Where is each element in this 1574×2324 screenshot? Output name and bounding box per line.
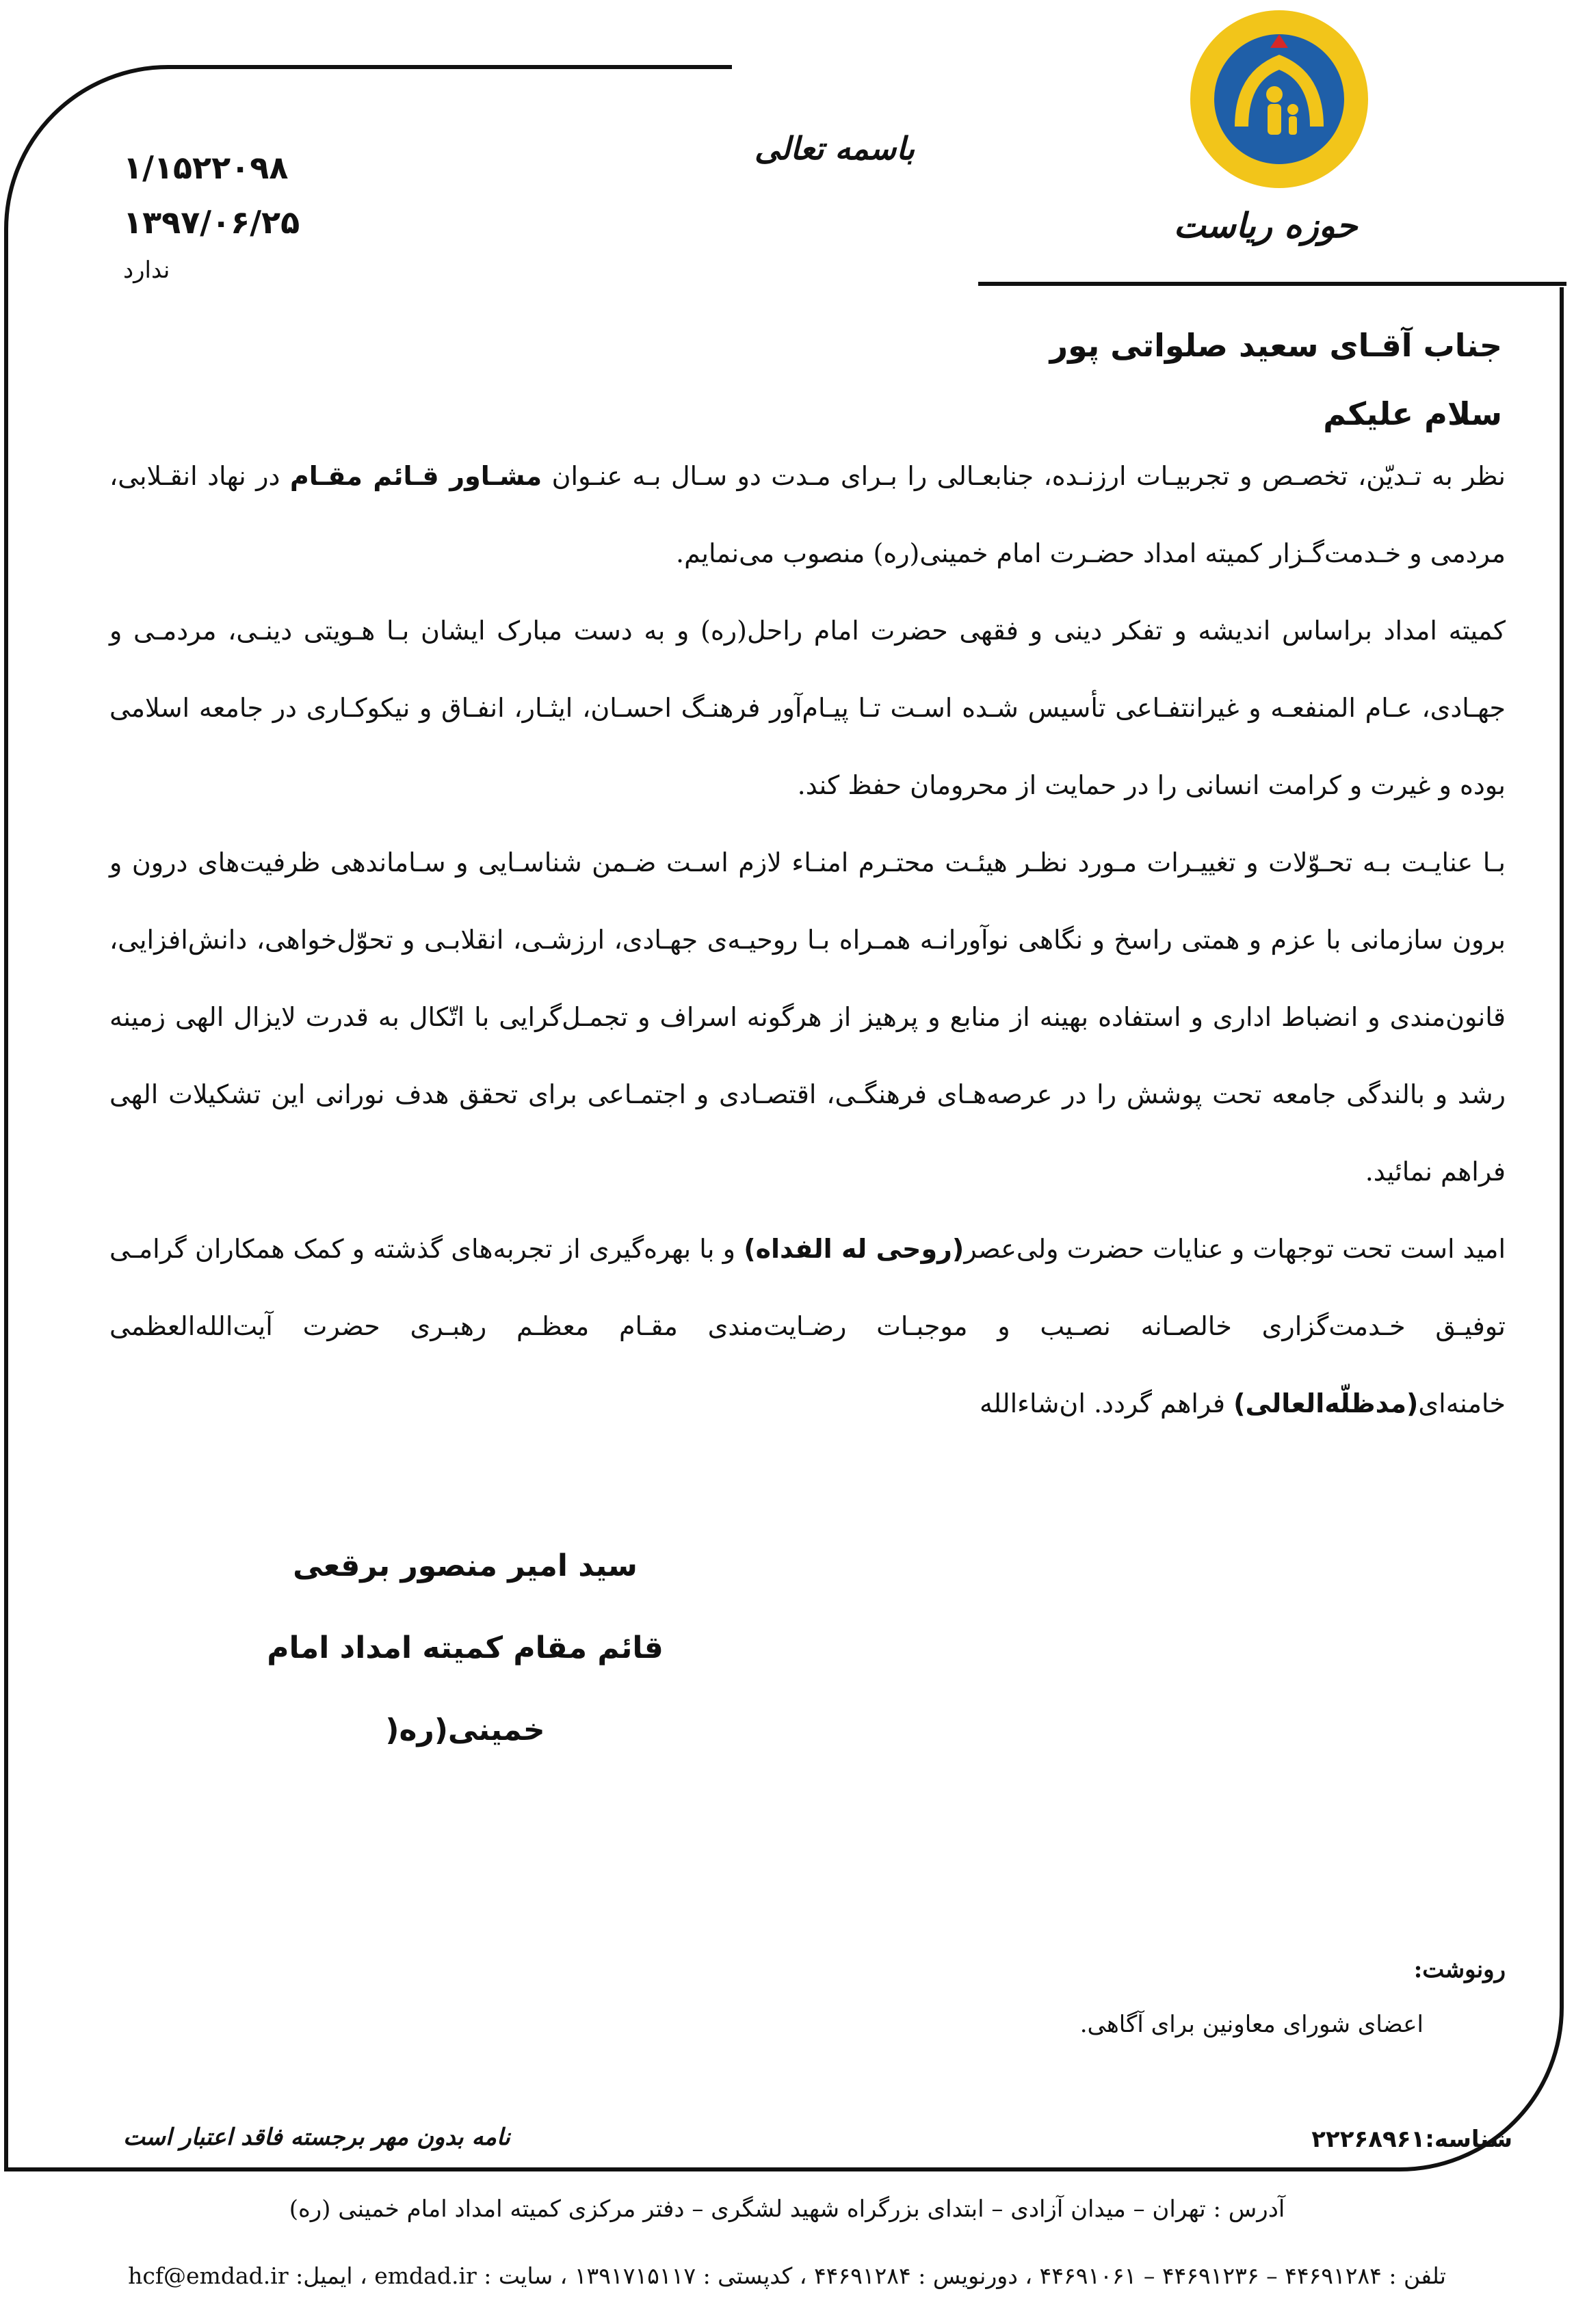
addressee-block (1050, 311, 1502, 448)
signatory-name: سید امیر منصور برقعی (293, 1548, 638, 1583)
greeting: سلام علیکم (1323, 395, 1502, 432)
office-title: حوزه ریاست (1173, 205, 1358, 246)
body-paragraph-2: کمیته امداد براساس اندیشه و تفکر دینی و فقهی حضرت امام راحل(ره) و به دست مبارک ایشان بـا هـویتی دینـی، مردمـی و جهـادی، عـام المنفعـه و غیرانتفـاعی تأسیس شـده اسـت تـا پیـام‌آور فرهنـگ احسـان، ایثـار، انفـاق و نیکوکـاری در جامعه اسلامی بوده و غیرت و کرامت انسانی را در حمایت از محرومان حفظ کند. (109, 616, 1506, 800)
logo-figure-body (1268, 104, 1281, 135)
logo-figure-head (1266, 86, 1283, 103)
body-paragraph-4 (109, 1211, 1506, 1442)
header-divider (978, 282, 1566, 286)
contact-line: تلفن : ۴۴۶۹۱۲۸۴ – ۴۴۶۹۱۲۳۶ – ۴۴۶۹۱۰۶۱ ، دورنویس : ۴۴۶۹۱۲۸۴ ، کدپستی : ۱۳۹۱۷۱۵۱۱۷ ، سایت : emdad.ir ، ایمیل: hcf@emdad.ir (128, 2262, 1446, 2289)
logo-child-head (1287, 104, 1298, 115)
frame-gap (732, 55, 985, 75)
signature-block (205, 1525, 725, 1771)
letter-meta (123, 140, 301, 291)
letter-body (109, 438, 1506, 1442)
letter-date: ۱۳۹۷/۰۶/۲۵ (123, 204, 300, 241)
signatory-title: قائم مقام کمیته امداد امام خمینی(ره( (267, 1630, 664, 1747)
paragraph-4-bold-a: (روحی له الفداه) (744, 1234, 965, 1264)
validity-note: نامه بدون مهر برجسته فاقد اعتبار است (123, 2124, 510, 2151)
basmala: باسمه تعالی (755, 130, 915, 167)
body-paragraph-3: بـا عنایـت بـه تحـوّلات و تغییـرات مـورد نظـر هیئـت محتـرم امنـاء لازم اسـت ضـمن شناسـایی و سـاماندهی ظرفیت‌های درون و برون سازمانی با عزم و همتی راسخ و نگاهی نوآورانـه همـراه بـا روحیـه‌ی جهـادی، ارزشـی، انقلابـی و تحوّل‌خواهی، دانش‌افزایی، قانون‌مندی و انضباط اداری و استفاده بهینه از منابع و پرهیز از هرگونه اسراف و تجمـل‌گرایی با اتّکال به قدرت لایزال الهی زمینه رشد و بالندگی جامعه تحت پوشش را در عرصه‌هـای فرهنگـی، اقتصـادی و اجتمـاعی برای تحقق هدف نورانی این تشکیلات الهی فراهم نمائید. (109, 847, 1506, 1187)
attachment-status: ندارد (123, 256, 170, 284)
organization-logo (1187, 7, 1372, 192)
appointment-title: مشـاور قـائم مقـام (289, 461, 542, 491)
paragraph-4-text-b: و با بهره‌گیری از تجربه‌های گذشته و کمک همکاران گرامـی توفیـق خـدمت‌گزاری خالصـانه نصـیب و موجبـات رضـایت‌مندی مقـام معظـم رهبـری حضرت آیت‌الله‌العظمی خامنه‌ای (109, 1234, 1506, 1418)
cc-label: رونوشت: (1413, 1956, 1506, 1983)
paragraph-4-text-c: فراهم گردد. ان‌شاءالله (980, 1388, 1234, 1418)
paragraph-1-text-b: در نهاد انقـلابی، مردمی و خـدمت‌گـزار کمیته امداد حضـرت امام خمینی(ره) منصوب می‌نمایم. (109, 461, 1506, 568)
document-code: شناسه:۲۲۲۶۸۹۶۱ (1311, 2126, 1512, 2153)
recipient-name: جناب آقـای سعید صلواتی پور (1049, 327, 1502, 364)
address-line: آدرس : تهران – میدان آزادی – ابتدای بزرگراه شهید لشگری – دفتر مرکزی کمیته امداد امام خمینی (ره) (289, 2195, 1285, 2223)
logo-child-body (1289, 116, 1297, 135)
paragraph-4-text-a: امید است تحت توجهات و عنایات حضرت ولی‌عصر (964, 1234, 1506, 1264)
letter-number: ۱/۱۵۲۲۰۹۸ (123, 149, 289, 186)
paragraph-1-text-a: نظر به تـدیّن، تخصـص و تجربیـات ارزنـده، جنابعـالی را بـرای مـدت دو سـال بـه عنـوان (542, 461, 1506, 491)
paragraph-4-bold-b: (مدظلّه‌العالی) (1233, 1388, 1419, 1418)
body-paragraph-1 (109, 438, 1506, 592)
cc-block (1080, 1949, 1506, 2045)
cc-recipient: اعضای شورای معاونین برای آگاهی. (1079, 2011, 1424, 2038)
